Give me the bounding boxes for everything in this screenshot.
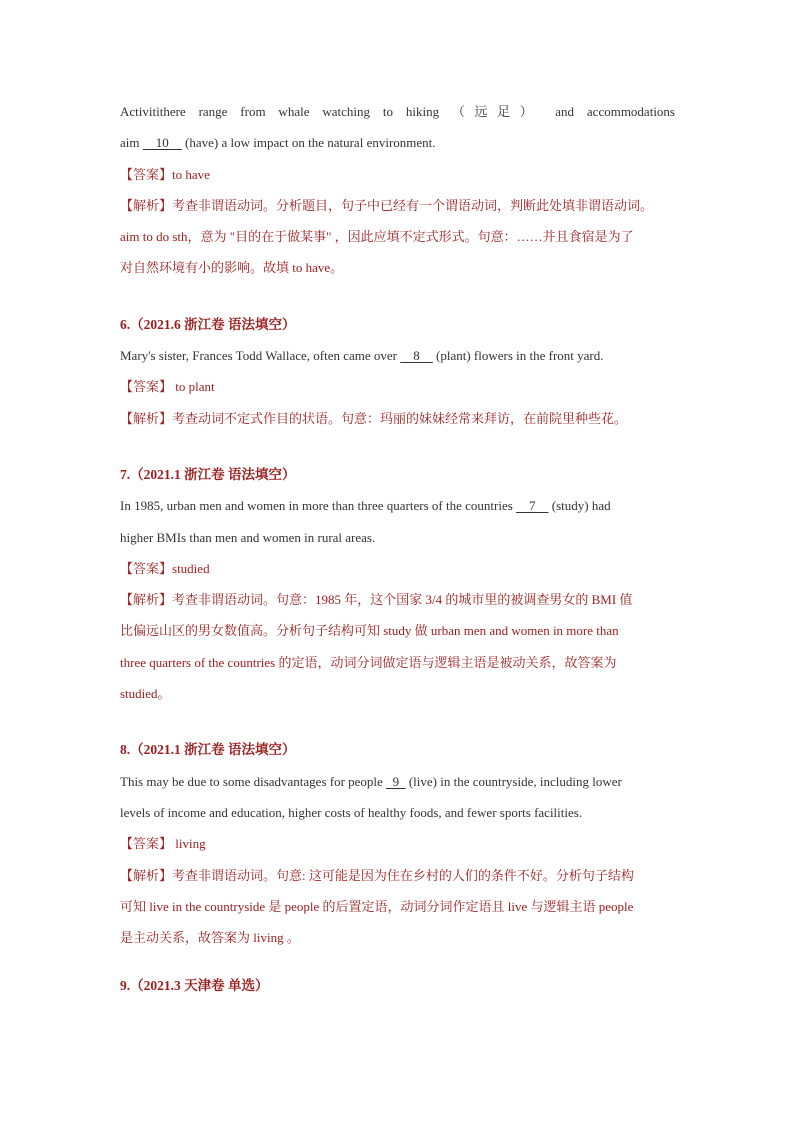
analysis-label: 【解析】 bbox=[120, 592, 173, 608]
q7-sentence-line2: higher BMIs than men and women in rural areas. bbox=[120, 529, 376, 545]
q7-analysis-line3: three quarters of the countries 的定语，动词分词做定语与逻辑主语是被动关系，故答案为 bbox=[120, 654, 617, 670]
q7-sentence-line1: In 1985, urban men and women in more than three quarters of the countries 7 (study) had bbox=[120, 498, 611, 514]
q7-analysis-line2: 比偏远山区的男女数值高。分析句子结构可知 study 做 urban men and women in more than bbox=[120, 623, 619, 639]
q8-sentence-line2: levels of income and education, higher costs of healthy foods, and fewer sports facilities. bbox=[120, 804, 583, 820]
q8-answer bbox=[120, 828, 675, 859]
q8-analysis-line2: 可知 live in the countryside 是 people 的后置定语，动词分词作定语且 live 与逻辑主语 people bbox=[120, 898, 634, 914]
answer-label: 【答案】 bbox=[120, 379, 173, 395]
q8-blank: 9 bbox=[386, 773, 406, 789]
q5-sentence-line2: aim 10 (have) a low impact on the natural environment. bbox=[120, 135, 436, 151]
analysis-label: 【解析】 bbox=[120, 410, 173, 426]
q5-answer bbox=[120, 159, 675, 190]
q6-heading: 6.（2021.6 浙江卷 语法填空） bbox=[120, 316, 296, 332]
q8-analysis-line3: 是主动关系，故答案为 living 。 bbox=[120, 930, 300, 946]
q7-answer bbox=[120, 553, 675, 584]
analysis-label: 【解析】 bbox=[120, 867, 173, 883]
q7-analysis-line1: 【解析】考查非谓语动词。句意：1985 年，这个国家 3/4 的城市里的被调查男女的 BMI 值 bbox=[120, 592, 633, 608]
q8-analysis-line1: 【解析】考查非谓语动词。句意: 这可能是因为住在乡村的人们的条件不好。分析句子结构 bbox=[120, 867, 634, 883]
q5-blank: 10 bbox=[142, 135, 182, 151]
q6-blank: 8 bbox=[400, 348, 433, 364]
q6-analysis-line1: 【解析】考查动词不定式作目的状语。句意：玛丽的妹妹经常来拜访，在前院里种些花。 bbox=[120, 410, 628, 426]
answer-label: 【答案】 bbox=[120, 836, 173, 852]
q5-analysis-line1: 【解析】考查非谓语动词。分析题目，句子中已经有一个谓语动词，判断此处填非谓语动词。 bbox=[120, 197, 654, 213]
q7-heading: 7.（2021.1 浙江卷 语法填空） bbox=[120, 466, 296, 482]
page-content bbox=[120, 96, 675, 1002]
analysis-label: 【解析】 bbox=[120, 197, 173, 213]
answer-label: 【答案】 bbox=[120, 560, 173, 576]
q5-analysis-line3: 对自然环境有小的影响。故填 to have。 bbox=[120, 260, 344, 276]
q6-sentence-line1: Mary's sister, Frances Todd Wallace, often came over 8 (plant) flowers in the front yard. bbox=[120, 348, 604, 364]
q9-heading: 9.（2021.3 天津卷 单选） bbox=[120, 978, 269, 994]
q5-sentence-line1: Activitithere range from whale watching to hiking （远足） and accommodations bbox=[120, 104, 675, 119]
answer-text: to have bbox=[172, 166, 210, 182]
q6-answer bbox=[120, 371, 675, 402]
answer-text: studied bbox=[172, 560, 210, 576]
answer-text: living bbox=[172, 836, 206, 852]
q7-analysis-line4: studied。 bbox=[120, 686, 171, 702]
answer-text: to plant bbox=[172, 379, 215, 395]
q8-sentence-line1: This may be due to some disadvantages for people 9 (live) in the countryside, including lower bbox=[120, 773, 622, 789]
q5-analysis-line2: aim to do sth，意为 "目的在于做某事" ，因此应填不定式形式。句意：……并且食宿是为了 bbox=[120, 229, 634, 245]
q8-heading: 8.（2021.1 浙江卷 语法填空） bbox=[120, 742, 296, 758]
q7-blank: 7 bbox=[516, 498, 549, 514]
answer-label: 【答案】 bbox=[120, 166, 173, 182]
